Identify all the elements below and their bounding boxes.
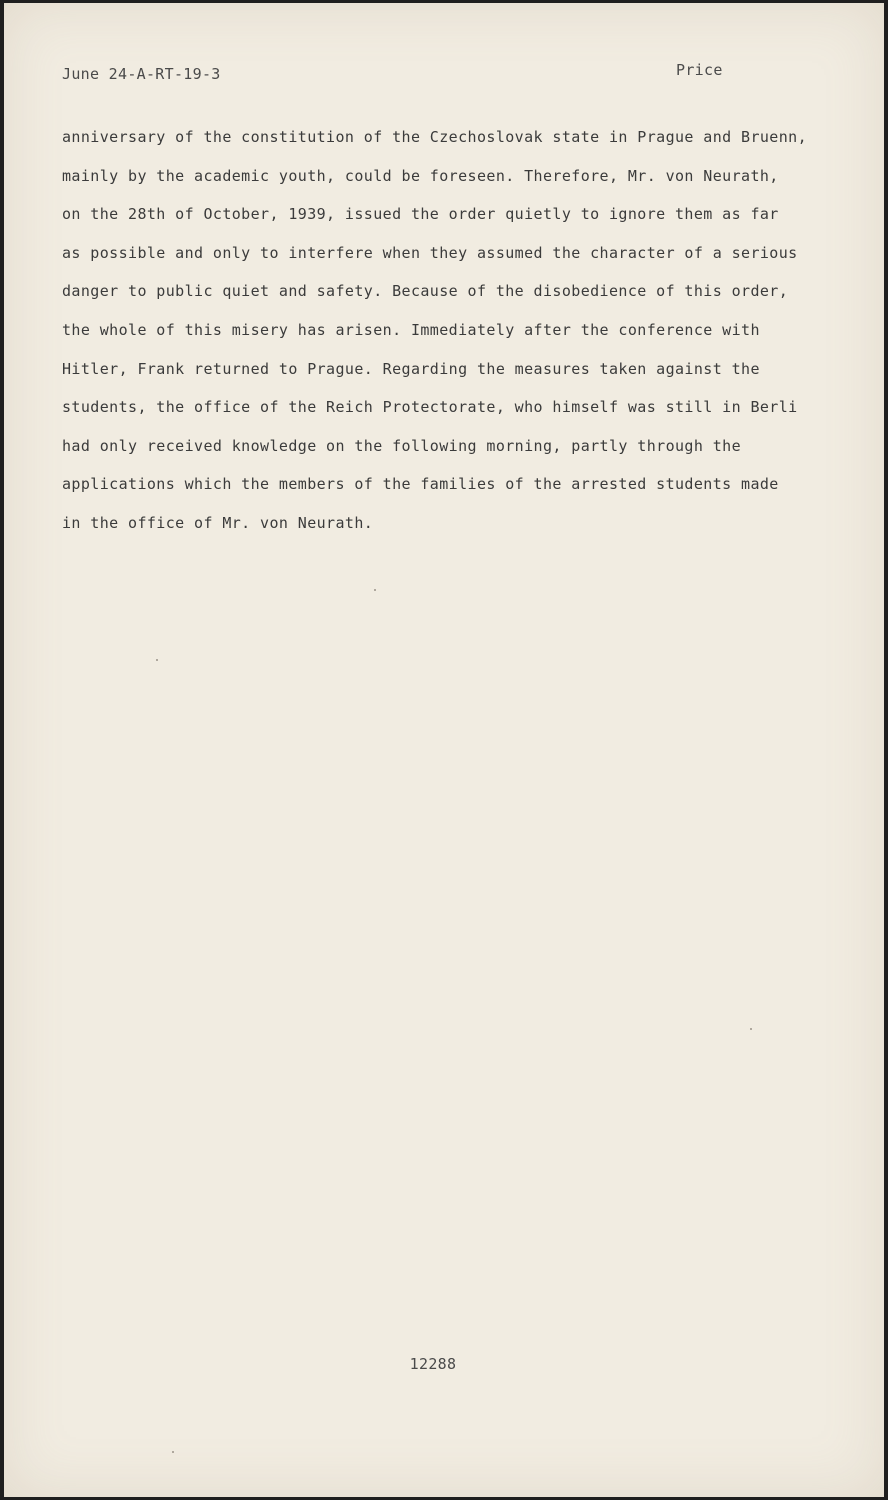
page-number: 12288 (409, 1355, 457, 1373)
text-line: mainly by the academic youth, could be foreseen. Therefore, Mr. von Neurath, (62, 166, 779, 185)
paper-speck (156, 659, 158, 661)
text-line: anniversary of the constitution of the Czechoslovak state in Prague and Bruenn, (62, 128, 808, 146)
paper-speck (172, 1451, 174, 1453)
witness-name: Price (676, 61, 723, 79)
text-line: on the 28th of October, 1939, issued the order quietly to ignore them as far (62, 205, 779, 224)
text-line: danger to public quiet and safety. Because of the disobedience of this order, (62, 282, 789, 301)
paper-speck (750, 1028, 752, 1030)
document-page (4, 3, 884, 1497)
text-line: applications which the members of the families of the arrested students made (62, 475, 779, 494)
text-line: as possible and only to interfere when they assumed the character of a serious (62, 243, 798, 262)
text-line: had only received knowledge on the following morning, partly through the (62, 436, 742, 455)
document-reference: June 24-A-RT-19-3 (62, 65, 221, 83)
text-line: students, the office of the Reich Protectorate, who himself was still in Berli (62, 398, 798, 417)
paper-speck (374, 589, 376, 591)
text-line: in the office of Mr. von Neurath. (62, 513, 374, 532)
text-line: Hitler, Frank returned to Prague. Regarding the measures taken against the (62, 359, 760, 378)
text-line: the whole of this misery has arisen. Immediately after the conference with (62, 320, 760, 339)
transcript-body (62, 118, 862, 543)
